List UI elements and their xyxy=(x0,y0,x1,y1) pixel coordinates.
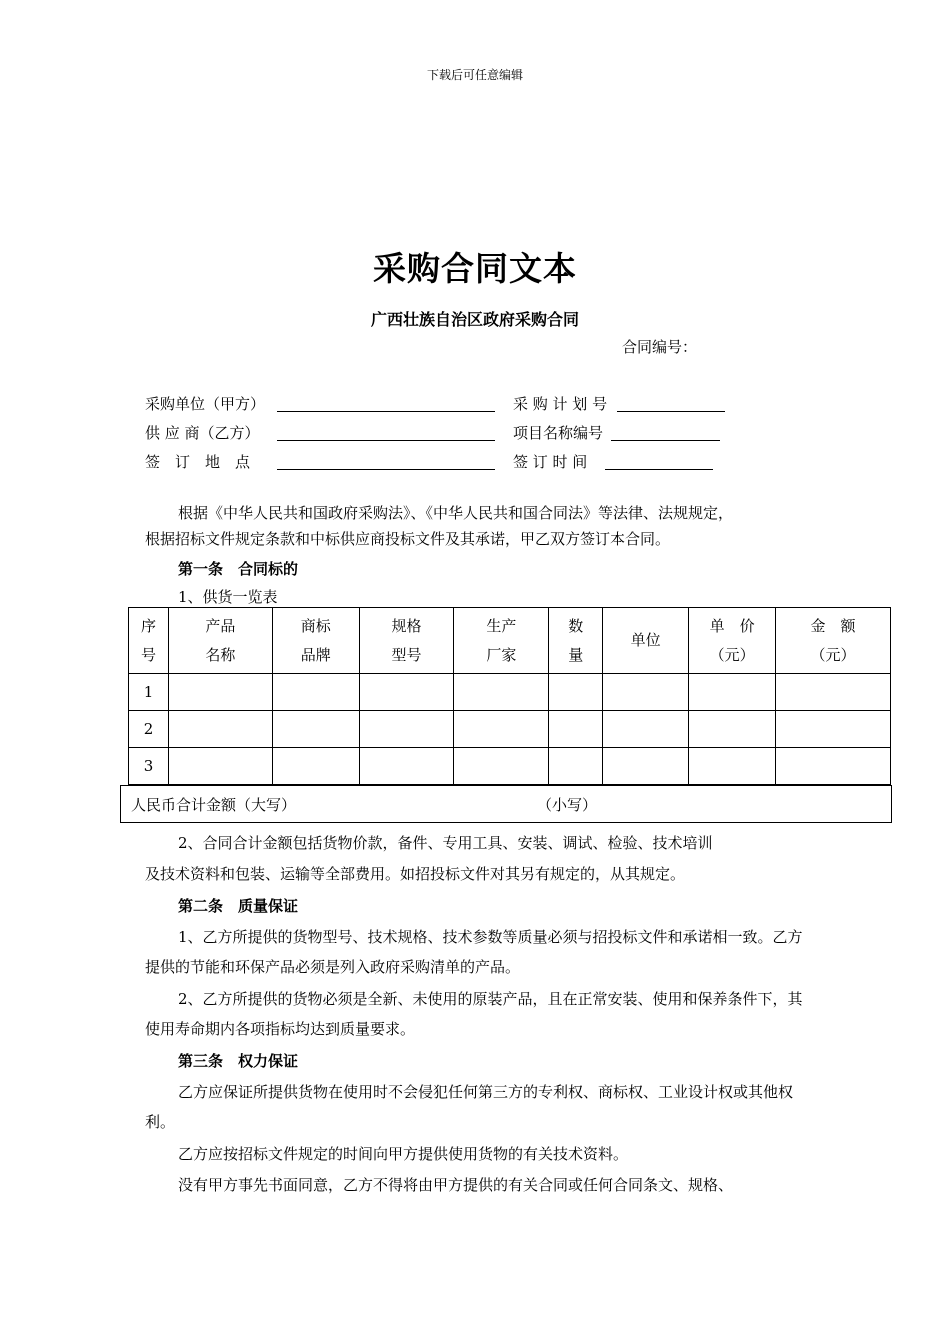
total-upper-label: 人民币合计金额（大写） xyxy=(131,796,297,814)
article2-paragraph2: 2、乙方所提供的货物必须是全新、未使用的原装产品，且在正常安装、使用和保养条件下，其使用寿命期内各项指标均达到质量要求。 xyxy=(145,990,803,1038)
row-index: 2 xyxy=(129,711,169,748)
header-cell-unit: 单位 xyxy=(603,608,689,674)
header-cell-manufacturer: 生产 厂家 xyxy=(454,608,549,674)
table-row xyxy=(129,711,891,748)
header-cell-model: 规格 型号 xyxy=(359,608,454,674)
buyer-label: 采购单位（甲方） xyxy=(145,395,266,413)
table-cell[interactable] xyxy=(549,748,603,785)
table-cell[interactable] xyxy=(776,674,891,711)
table-cell[interactable] xyxy=(549,711,603,748)
place-label: 签 订 地 点 xyxy=(145,453,251,471)
clause2-line2: 及技术资料和包装、运输等全部费用。如招投标文件对其另有规定的，从其规定。 xyxy=(145,865,686,883)
row-index: 3 xyxy=(129,748,169,785)
table-cell[interactable] xyxy=(454,674,549,711)
plan-number-blank[interactable] xyxy=(617,411,725,412)
total-lower-label: （小写） xyxy=(537,796,598,814)
table-cell[interactable] xyxy=(168,711,272,748)
supplier-blank[interactable] xyxy=(277,440,495,441)
plan-number-label: 采 购 计 划 号 xyxy=(513,395,608,413)
table-cell[interactable] xyxy=(168,748,272,785)
table-cell[interactable] xyxy=(272,711,359,748)
table-cell[interactable] xyxy=(272,674,359,711)
sign-time-blank[interactable] xyxy=(605,469,713,470)
supply-table xyxy=(128,607,891,785)
document-subtitle: 广西壮族自治区政府采购合同 xyxy=(370,310,579,329)
table-cell[interactable] xyxy=(689,674,776,711)
table-cell[interactable] xyxy=(549,674,603,711)
table-cell[interactable] xyxy=(603,748,689,785)
intro-paragraph-line2: 根据招标文件规定条款和中标供应商投标文件及其承诺，甲乙双方签订本合同。 xyxy=(145,530,671,548)
table-cell[interactable] xyxy=(776,711,891,748)
project-number-blank[interactable] xyxy=(611,440,720,441)
article3-title: 第三条 权力保证 xyxy=(178,1052,299,1070)
header-note: 下载后可任意编辑 xyxy=(426,68,523,82)
document-title: 采购合同文本 xyxy=(373,249,577,288)
article3-paragraph3: 没有甲方事先书面同意，乙方不得将由甲方提供的有关合同或任何合同条文、规格、 xyxy=(178,1176,734,1194)
table-cell[interactable] xyxy=(454,748,549,785)
table-header-row xyxy=(129,608,891,674)
table-cell[interactable] xyxy=(359,674,454,711)
header-cell-product-name: 产品 名称 xyxy=(168,608,272,674)
header-cell-unit-price: 单 价 （元） xyxy=(689,608,776,674)
article3-paragraph1: 乙方应保证所提供货物在使用时不会侵犯任何第三方的专利权、商标权、工业设计权或其他权利。 xyxy=(145,1083,794,1131)
intro-paragraph-line1: 根据《中华人民共和国政府采购法》、《中华人民共和国合同法》等法律、法规规定， xyxy=(178,504,734,522)
article3-paragraph2: 乙方应按招标文件规定的时间向甲方提供使用货物的有关技术资料。 xyxy=(178,1145,629,1163)
sign-time-label: 签 订 时 间 xyxy=(513,453,588,471)
supplier-label: 供 应 商（乙方） xyxy=(145,424,260,442)
table-cell[interactable] xyxy=(689,748,776,785)
table-cell[interactable] xyxy=(168,674,272,711)
article2-paragraph1: 1、乙方所提供的货物型号、技术规格、技术参数等质量必须与招投标文件和承诺相一致。乙方提供的节能和环保产品必须是列入政府采购清单的产品。 xyxy=(145,928,803,976)
table-cell[interactable] xyxy=(359,711,454,748)
place-blank[interactable] xyxy=(277,469,495,470)
table-row xyxy=(129,748,891,785)
table-cell[interactable] xyxy=(359,748,454,785)
contract-number-label: 合同编号： xyxy=(622,338,698,356)
header-cell-amount: 金 额 （元） xyxy=(776,608,891,674)
table-cell[interactable] xyxy=(776,748,891,785)
row-index: 1 xyxy=(129,674,169,711)
table-cell[interactable] xyxy=(603,711,689,748)
clause2-line1: 2、合同合计金额包括货物价款，备件、专用工具、安装、调试、检验、技术培训 xyxy=(178,834,713,852)
table-cell[interactable] xyxy=(454,711,549,748)
table-cell[interactable] xyxy=(272,748,359,785)
total-amount-box xyxy=(120,785,892,823)
header-cell-index: 序 号 xyxy=(129,608,169,674)
table-cell[interactable] xyxy=(603,674,689,711)
article1-title: 第一条 合同标的 xyxy=(178,560,299,578)
table-row xyxy=(129,674,891,711)
header-cell-quantity: 数 量 xyxy=(549,608,603,674)
table-cell[interactable] xyxy=(689,711,776,748)
supply-list-title: 1、供货一览表 xyxy=(178,588,278,606)
project-number-label: 项目名称编号 xyxy=(513,424,604,442)
header-cell-brand: 商标 品牌 xyxy=(272,608,359,674)
article2-title: 第二条 质量保证 xyxy=(178,897,299,915)
buyer-blank[interactable] xyxy=(277,411,495,412)
